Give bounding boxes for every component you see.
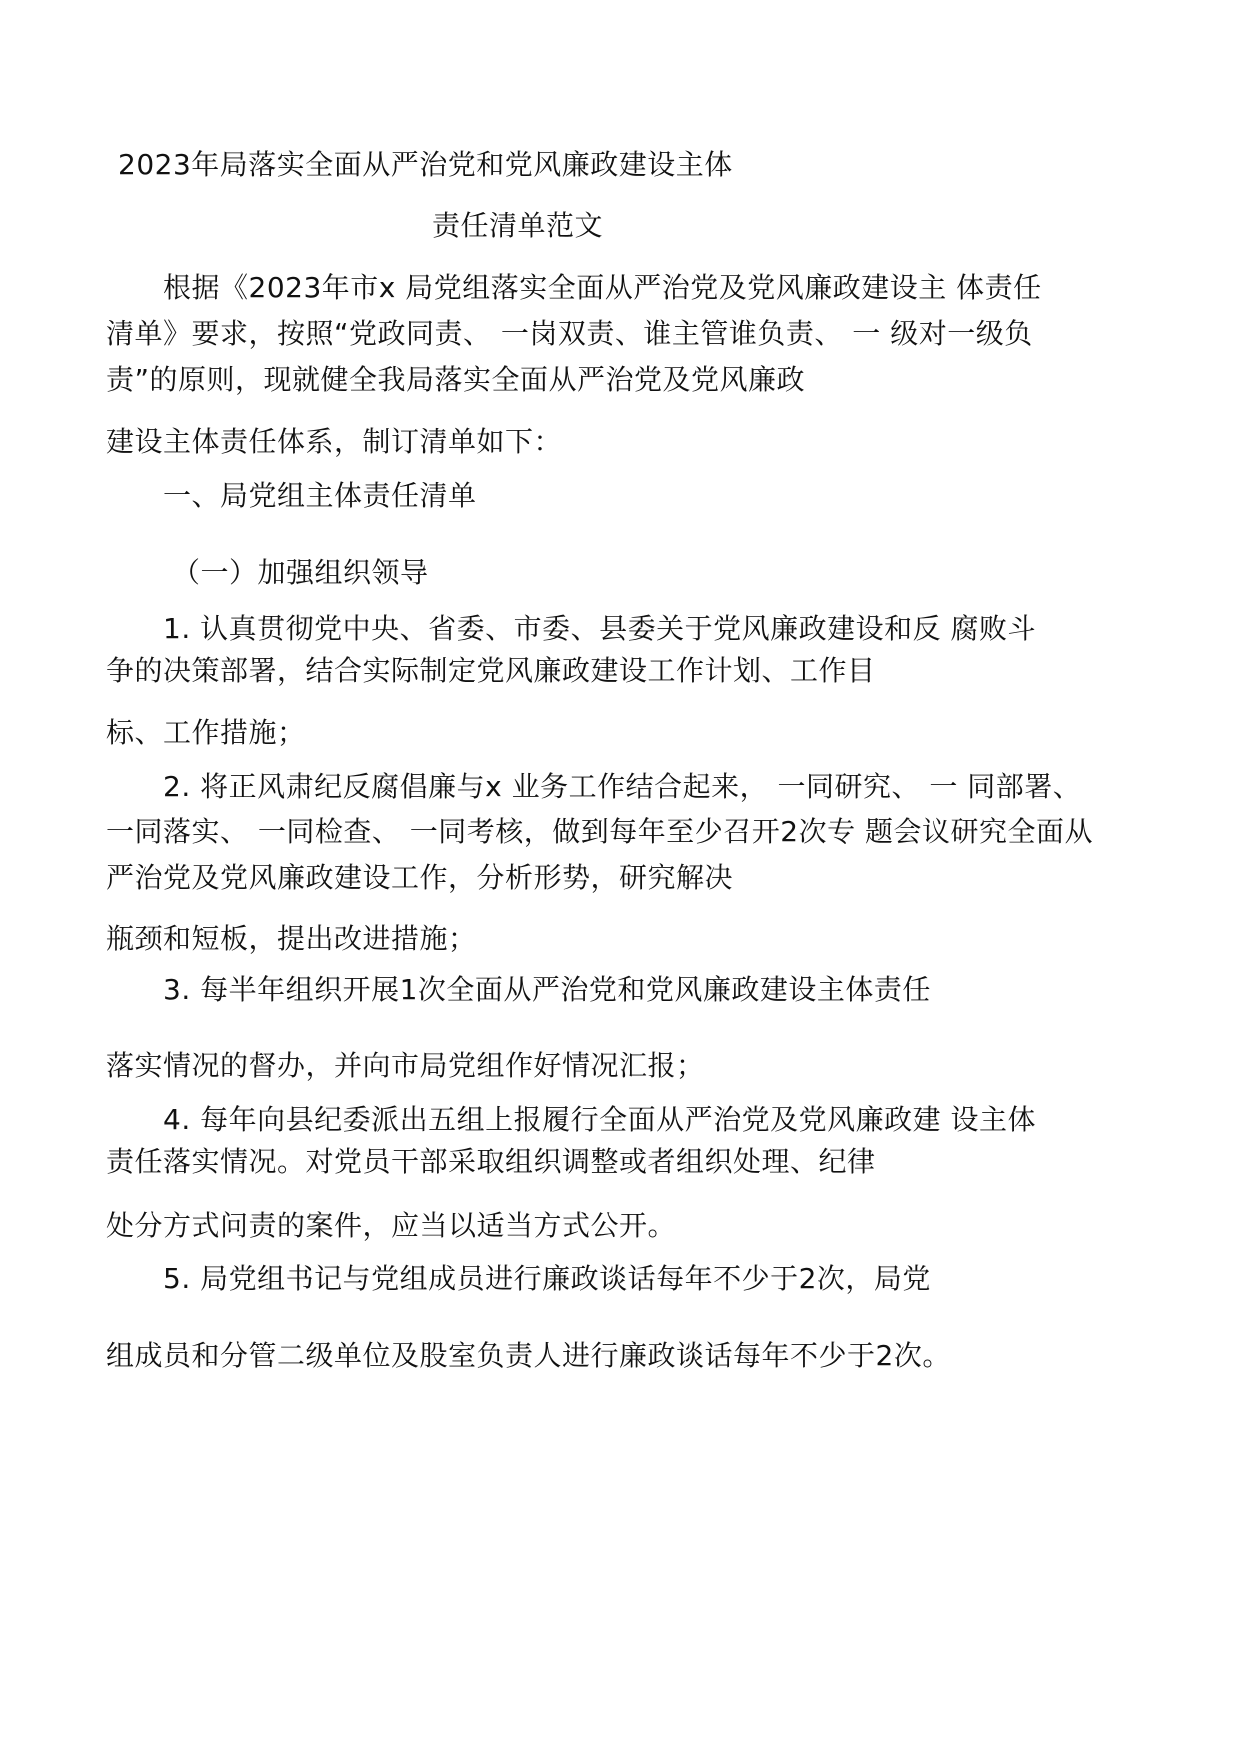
item-4-line-2: 责任落实情况。对党员干部采取组织调整或者组织处理、纪律	[106, 1145, 876, 1178]
intro-line-1: 根据《2023年市x 局党组落实全面从严治党及党风廉政建设主 体责任	[163, 271, 1042, 304]
item-4-line-3: 处分方式问责的案件，应当以适当方式公开。	[106, 1209, 677, 1242]
item-1-line-3: 标、工作措施；	[106, 716, 306, 749]
item-1-line-1: 1. 认真贯彻党中央、省委、市委、县委关于党风廉政建设和反 腐败斗	[163, 612, 1037, 645]
item-3-line-1: 3. 每半年组织开展1次全面从严治党和党风廉政建设主体责任	[163, 973, 931, 1006]
document-title-line-2: 责任清单范文	[432, 209, 604, 242]
intro-line-4: 建设主体责任体系，制订清单如下：	[106, 425, 563, 458]
item-2-line-1: 2. 将正风肃纪反腐倡廉与x 业务工作结合起来， 一同研究、 一 同部署、	[163, 770, 1082, 803]
item-5-line-1: 5. 局党组书记与党组成员进行廉政谈话每年不少于2次，局党	[163, 1262, 931, 1295]
item-2-line-4: 瓶颈和短板，提出改进措施；	[106, 922, 477, 955]
subsection-heading: （一）加强组织领导	[172, 556, 429, 589]
intro-line-3: 责”的原则，现就健全我局落实全面从严治党及党风廉政	[106, 363, 806, 396]
document-title-line-1: 2023年局落实全面从严治党和党风廉政建设主体	[118, 148, 733, 181]
item-2-line-2: 一同落实、 一同检查、 一同考核，做到每年至少召开2次专 题会议研究全面从	[106, 815, 1094, 848]
item-3-line-2: 落实情况的督办，并向市局党组作好情况汇报；	[106, 1049, 705, 1082]
item-5-line-2: 组成员和分管二级单位及股室负责人进行廉政谈话每年不少于2次。	[106, 1339, 951, 1372]
item-2-line-3: 严治党及党风廉政建设工作，分析形势，研究解决	[106, 861, 734, 894]
section-heading: 一、局党组主体责任清单	[163, 479, 477, 512]
intro-line-2: 清单》要求，按照“党政同责、 一岗双责、谁主管谁负责、 一 级对一级负	[106, 317, 1033, 350]
item-4-line-1: 4. 每年向县纪委派出五组上报履行全面从严治党及党风廉政建 设主体	[163, 1103, 1037, 1136]
item-1-line-2: 争的决策部署，结合实际制定党风廉政建设工作计划、工作目	[106, 654, 876, 687]
